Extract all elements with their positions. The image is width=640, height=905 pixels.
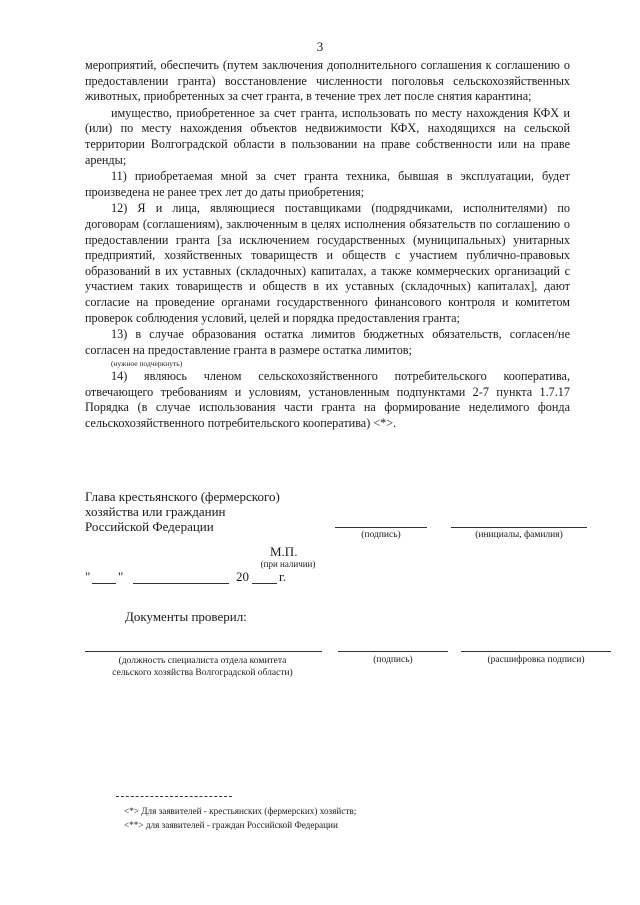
year-suffix: г. (279, 569, 287, 584)
signature-caption: (подпись) (361, 530, 401, 540)
date-day-line (92, 583, 116, 584)
body-text (85, 58, 570, 433)
page-number: 3 (316, 39, 324, 54)
signature-line (335, 527, 427, 528)
footnote: <*> Для заявителей - крестьянских (фермерских) хозяйств; (124, 806, 357, 816)
footnote: <**> для заявителей - граждан Российской Федерации (124, 820, 338, 830)
paragraph: 11) приобретаемая мной за счет гранта техника, бывшая в эксплуатации, будет произведена не ранее трех лет до даты приобретения; (85, 169, 570, 199)
applicant-title-line: хозяйства или гражданин (85, 504, 226, 519)
date-close-quote: " (118, 569, 124, 584)
applicant-title-line: Глава крестьянского (фермерского) (85, 489, 280, 504)
initials-line (451, 527, 587, 528)
paragraph: 14) являюсь членом сельскохозяйственного потребительского кооператива, отвечающего требованиям и условиям, установленным подпунктами 2-7 пункта 1.7.17 Порядка (в случае использования части гранта на формирование неделимого фонда сельскохозяйственного потребительского кооператива) <*>. (85, 369, 570, 431)
year-prefix: 20 (236, 569, 249, 584)
position-caption: (должность специалиста отдела комитета сельского хозяйства Волгоградской области) (112, 656, 293, 678)
paragraph: мероприятий, обеспечить (путем заключения дополнительного соглашения к соглашению о предоставлении гранта) восстановление численности поголовья сельскохозяйственных животных, приобретенных за счет гранта, в течение трех лет после снятия карантина; (85, 58, 570, 104)
stamp-label: М.П. (270, 544, 298, 559)
date-month-line (133, 583, 229, 584)
year-line (252, 583, 277, 584)
paragraph: имущество, приобретенное за счет гранта, использовать по месту нахождения КФХ и (или) по месту нахождения объектов недвижимости КФХ, находящихся на сельской территории Волгоградской области в пользовании на праве собственности или на праве аренды; (85, 105, 570, 167)
stamp-note: (при наличии) (260, 559, 316, 569)
date-open-quote: " (85, 569, 91, 584)
underline-note: (нужное подчеркнуть) (111, 359, 183, 369)
initials-caption: (инициалы, фамилия) (475, 530, 563, 540)
verify-signature-caption: (подпись) (373, 655, 413, 665)
decoding-caption: (расшифровка подписи) (487, 655, 585, 665)
position-line (85, 651, 322, 652)
verification-title: Документы проверил: (125, 609, 247, 624)
verify-signature-line (338, 651, 448, 652)
applicant-title-line: Российской Федерации (85, 519, 214, 534)
footnote-separator (116, 796, 232, 797)
paragraph: 12) Я и лица, являющиеся поставщиками (подрядчиками, исполнителями) по договорам (соглашениям), заключенным в целях исполнения обязательств по соглашению о предоставлении гранта [за исключением государственных (муниципальных) унитарных предприятий, хозяйственных товариществ и обществ с участием публично-правовых образований в их уставных (складочных) капиталах, а также коммерческих организаций с участием таких товариществ и обществ в их уставных (складочных) капиталах], дают согласие на проведение органами государственного финансового контроля и комитетом проверок соблюдения условий, целей и порядка предоставления гранта; (85, 201, 570, 325)
paragraph: 13) в случае образования остатка лимитов бюджетных обязательств, согласен/не согласен на предоставление гранта в размере остатка лимитов; (85, 327, 570, 357)
applicant-title (85, 489, 280, 534)
decoding-line (461, 651, 611, 652)
